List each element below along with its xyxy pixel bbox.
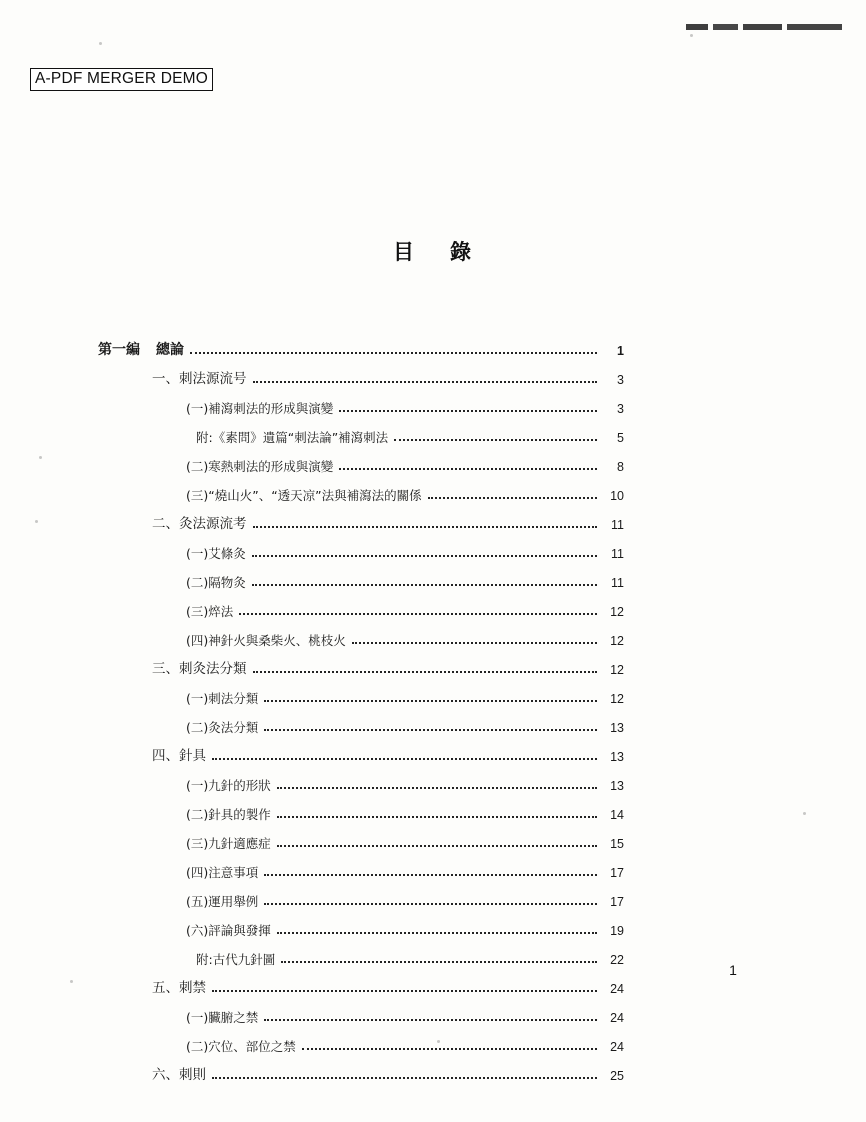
scan-speck (99, 42, 102, 45)
demo-watermark (30, 68, 213, 91)
toc-entry-page: 13 (610, 778, 624, 793)
toc-entry-label: (四)注意事項 (186, 864, 259, 880)
toc-entry-label: 四、針具 (152, 747, 206, 764)
toc-entry-label: (二)灸法分類 (186, 719, 259, 735)
toc-entry-page: 11 (611, 546, 624, 561)
toc-entry-page: 12 (610, 633, 624, 648)
toc-entry[interactable] (0, 792, 866, 821)
toc-leader-dots (212, 1077, 597, 1079)
toc-entry-page: 5 (617, 430, 624, 445)
toc-leader-dots (239, 613, 597, 615)
toc-entry[interactable] (0, 473, 866, 502)
toc-entry-label: (二)寒熱刺法的形成與演變 (186, 458, 334, 474)
demo-watermark-label: A-PDF MERGER DEMO (35, 70, 209, 87)
toc-entry[interactable] (0, 763, 866, 792)
toc-entry-page: 14 (610, 807, 624, 822)
toc-entry-page: 17 (610, 894, 624, 909)
toc-entry[interactable] (0, 589, 866, 618)
toc-entry[interactable] (0, 386, 866, 415)
toc-entry[interactable] (0, 560, 866, 589)
toc-entry[interactable] (0, 647, 866, 676)
toc-entry-page: 12 (610, 662, 624, 677)
toc-entry-label: (三)“燒山火”、“透天凉”法與補瀉法的關係 (186, 487, 422, 503)
toc-entry[interactable] (0, 850, 866, 879)
toc-entry-label: (一)補瀉刺法的形成與演變 (186, 400, 334, 416)
toc-entry[interactable] (0, 995, 866, 1024)
toc-leader-dots (277, 787, 597, 789)
toc-leader-dots (253, 381, 598, 383)
toc-entry-page: 13 (610, 749, 624, 764)
toc-entry-page: 12 (610, 691, 624, 706)
toc-leader-dots (277, 932, 597, 934)
page-title-char-2: 錄 (450, 240, 473, 264)
toc-entry[interactable] (0, 908, 866, 937)
page-title (0, 236, 866, 266)
toc-entry[interactable] (0, 1024, 866, 1053)
toc-entry-page: 25 (610, 1068, 624, 1083)
toc-entry[interactable] (0, 531, 866, 560)
toc-entry-label: (二)穴位、部位之禁 (186, 1038, 296, 1054)
toc-leader-dots (190, 352, 597, 354)
toc-entry-page: 17 (610, 865, 624, 880)
toc-entry-page: 15 (610, 836, 624, 851)
toc-leader-dots (352, 642, 597, 644)
toc-entry-page: 24 (610, 1039, 624, 1054)
toc-entry-label: 六、刺則 (152, 1066, 206, 1083)
toc-entry-label: (三)九針適應症 (186, 835, 271, 851)
toc-entry[interactable] (0, 357, 866, 386)
toc-entry-label: (四)神針火與桑柴火、桃枝火 (186, 632, 346, 648)
toc-entry-page: 24 (610, 981, 624, 996)
toc-entry-label: (六)評論與發揮 (186, 922, 271, 938)
page-title-char-1: 目 (393, 240, 416, 264)
toc-entry-page: 12 (610, 604, 624, 619)
toc-entry-page: 11 (611, 517, 624, 532)
toc-entry-label: 一、刺法源流号 (152, 370, 247, 387)
toc-leader-dots (302, 1048, 597, 1050)
toc-leader-dots (277, 816, 597, 818)
toc-entry-label: 第一編 總論 (98, 342, 184, 358)
toc-entry-label: 五、刺禁 (152, 979, 206, 996)
toc-entry-label: (二)隔物灸 (186, 574, 246, 590)
scan-artifact-bar (686, 24, 842, 30)
toc-leader-dots (252, 584, 597, 586)
toc-leader-dots (264, 874, 597, 876)
toc-leader-dots (339, 410, 597, 412)
toc-entry-label: 二、灸法源流考 (152, 515, 247, 532)
scan-speck (690, 34, 693, 37)
toc-entry-page: 3 (617, 401, 624, 416)
toc-leader-dots (428, 497, 597, 499)
toc-leader-dots (264, 700, 597, 702)
toc-entry[interactable] (0, 705, 866, 734)
toc-entry[interactable] (0, 821, 866, 850)
toc-entry-label: (二)針具的製作 (186, 806, 271, 822)
toc-entry-page: 24 (610, 1010, 624, 1025)
toc-entry-page: 19 (610, 923, 624, 938)
toc-leader-dots (253, 671, 598, 673)
toc-entry[interactable] (0, 444, 866, 473)
toc-entry-page: 1 (617, 343, 624, 358)
toc-entry[interactable] (0, 676, 866, 705)
toc-entry[interactable] (0, 328, 866, 357)
toc-entry-label: (一)艾條灸 (186, 545, 246, 561)
toc-leader-dots (264, 729, 597, 731)
toc-entry[interactable] (0, 879, 866, 908)
toc-entry-label: (五)運用舉例 (186, 893, 259, 909)
toc-entry-page: 11 (611, 575, 624, 590)
toc-entry-label: 三、刺灸法分類 (152, 660, 247, 677)
toc-leader-dots (264, 1019, 597, 1021)
page-number: 1 (729, 962, 737, 978)
toc-leader-dots (394, 439, 597, 441)
toc-entry[interactable] (0, 1053, 866, 1082)
toc-entry[interactable] (0, 502, 866, 531)
toc-entry-label: (三)焠法 (186, 603, 234, 619)
toc-entry-label: (一)刺法分類 (186, 690, 259, 706)
toc-leader-dots (253, 526, 598, 528)
toc-entry[interactable] (0, 734, 866, 763)
toc-leader-dots (212, 990, 597, 992)
toc-entry-label: (一)臟腑之禁 (186, 1009, 259, 1025)
toc-leader-dots (264, 903, 597, 905)
toc-entry-page: 10 (610, 488, 624, 503)
toc-entry[interactable] (0, 415, 866, 444)
toc-entry-page: 22 (610, 952, 624, 967)
toc-entry-page: 13 (610, 720, 624, 735)
toc-leader-dots (212, 758, 597, 760)
toc-leader-dots (252, 555, 597, 557)
toc-leader-dots (277, 845, 597, 847)
toc-leader-dots (339, 468, 597, 470)
toc-entry-label: 附:古代九針圖 (196, 951, 276, 967)
toc-entry-label: (一)九針的形狀 (186, 777, 271, 793)
toc-entry-page: 3 (617, 372, 624, 387)
toc-entry[interactable] (0, 618, 866, 647)
toc-entry-label: 附:《素問》遺篇“刺法論”補瀉刺法 (196, 429, 389, 445)
toc-entry-page: 8 (617, 459, 624, 474)
